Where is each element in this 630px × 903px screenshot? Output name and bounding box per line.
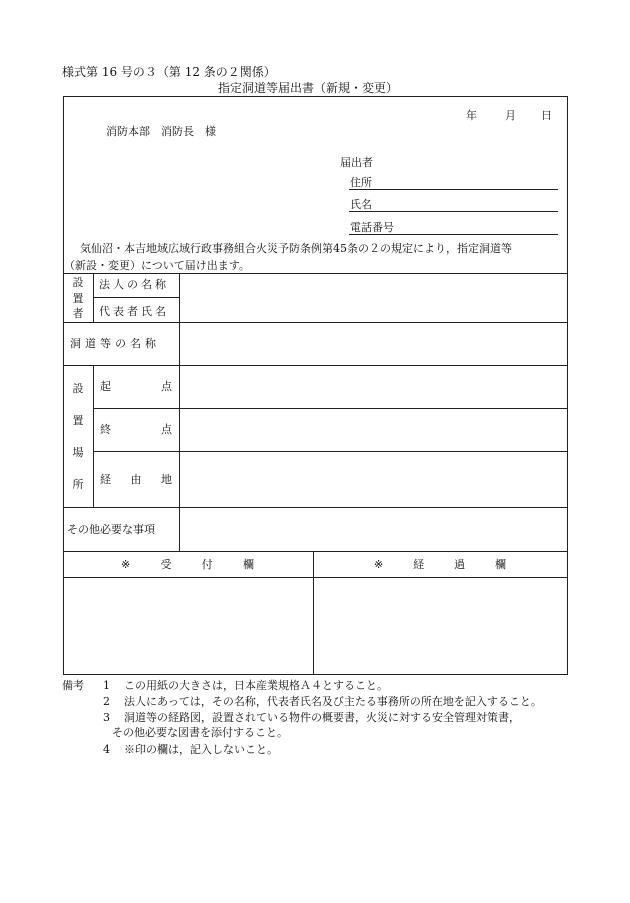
- applicant-address-label: 住所: [350, 176, 372, 189]
- progress-char-2: 経: [413, 558, 425, 571]
- representative-label: 代表者氏名: [99, 305, 169, 318]
- installer-char-1: 設: [72, 276, 84, 289]
- end-char-1: 終: [100, 423, 111, 436]
- date-year: 年: [466, 109, 477, 122]
- reception-char-2: 受: [160, 558, 172, 571]
- note-3-continuation: その他必要な図書を添付すること。: [112, 726, 288, 739]
- address-underline: [349, 189, 558, 190]
- notes-label: 備考: [62, 679, 84, 692]
- other-items-label: その他必要な事項: [67, 523, 155, 536]
- progress-char-1: ※: [374, 558, 384, 571]
- corp-name-text: 法人の名称: [99, 278, 169, 291]
- rule-installer-top: [63, 273, 568, 274]
- note-2-num: 2: [103, 695, 110, 708]
- progress-char-4: 欄: [494, 558, 506, 571]
- rule-reception-body-top: [63, 577, 568, 578]
- statement-line2: （新設・変更）について届け出ます。: [64, 259, 250, 272]
- via-char-2: 由: [130, 473, 142, 486]
- progress-char-3: 過: [454, 558, 466, 571]
- corp-name-spread: [99, 279, 173, 290]
- reception-char-4: 欄: [242, 558, 254, 571]
- reception-char-3: 付: [201, 558, 213, 571]
- note-4-num: 4: [103, 743, 110, 756]
- location-char-2: 置: [72, 413, 84, 427]
- location-char-1: 設: [72, 381, 84, 395]
- facility-name-label: 洞道等の名称: [70, 337, 160, 350]
- applicant-name-label: 氏名: [350, 198, 372, 211]
- rule-reception-header-top: [63, 551, 568, 552]
- phone-underline: [349, 234, 558, 235]
- rule-other-top: [63, 507, 568, 508]
- addressee: 消防本部 消防長 様: [106, 125, 216, 138]
- location-char-4: 所: [72, 478, 84, 492]
- note-3-num: 3: [103, 711, 110, 724]
- start-char-2: 点: [161, 380, 172, 393]
- name-underline: [349, 211, 558, 212]
- installer-label: [63, 274, 93, 322]
- via-point-label: [100, 474, 172, 485]
- form-title: 指定洞道等届出書（新規・変更）: [218, 81, 399, 95]
- location-label: [63, 366, 93, 507]
- note-2-text: 法人にあっては，その名称，代表者氏名及び主たる事務所の所在地を記入すること。: [124, 695, 542, 708]
- form-number: 様式第 16 号の３（第 12 条の２関係）: [62, 65, 276, 79]
- reception-char-1: ※: [121, 558, 131, 571]
- location-char-3: 場: [72, 446, 84, 460]
- reception-progress-divider: [313, 551, 314, 675]
- applicant-phone-label: 電話番号: [350, 221, 394, 234]
- rule-end-bottom: [93, 451, 568, 452]
- statement-line1: 気仙沼・本吉地域広域行政事務組合火災予防条例第45条の２の規定により，指定洞道等: [80, 242, 512, 255]
- rule-location-top: [63, 365, 568, 366]
- via-char-1: 経: [100, 473, 111, 486]
- start-char-1: 起: [100, 380, 111, 393]
- installer-char-divider: [93, 273, 94, 322]
- installer-char-2: 置: [72, 291, 84, 305]
- rule-start-bottom: [93, 408, 568, 409]
- installer-char-3: 者: [72, 307, 84, 320]
- note-1-text: この用紙の大きさは，日本産業規格Ａ４とすること。: [124, 679, 388, 692]
- date-day: 日: [541, 109, 552, 122]
- label-column-divider: [179, 273, 180, 551]
- progress-header: [374, 559, 506, 570]
- applicant-label: 届出者: [340, 156, 373, 169]
- location-char-divider: [93, 365, 94, 507]
- via-char-3: 地: [161, 473, 172, 486]
- corp-name-label: [99, 279, 173, 290]
- end-point-label: [100, 424, 172, 435]
- end-char-2: 点: [161, 423, 172, 436]
- note-4-text: ※印の欄は，記入しないこと。: [124, 743, 278, 756]
- date-month: 月: [505, 109, 516, 122]
- start-point-label: [100, 381, 172, 392]
- note-3-text: 洞道等の経路図，設置されている物件の概要書，火災に対する安全管理対策書，: [124, 711, 520, 724]
- reception-header: [121, 559, 254, 570]
- rule-facility-top: [63, 322, 568, 323]
- note-1-num: 1: [103, 679, 110, 692]
- rule-installer-mid: [93, 297, 179, 298]
